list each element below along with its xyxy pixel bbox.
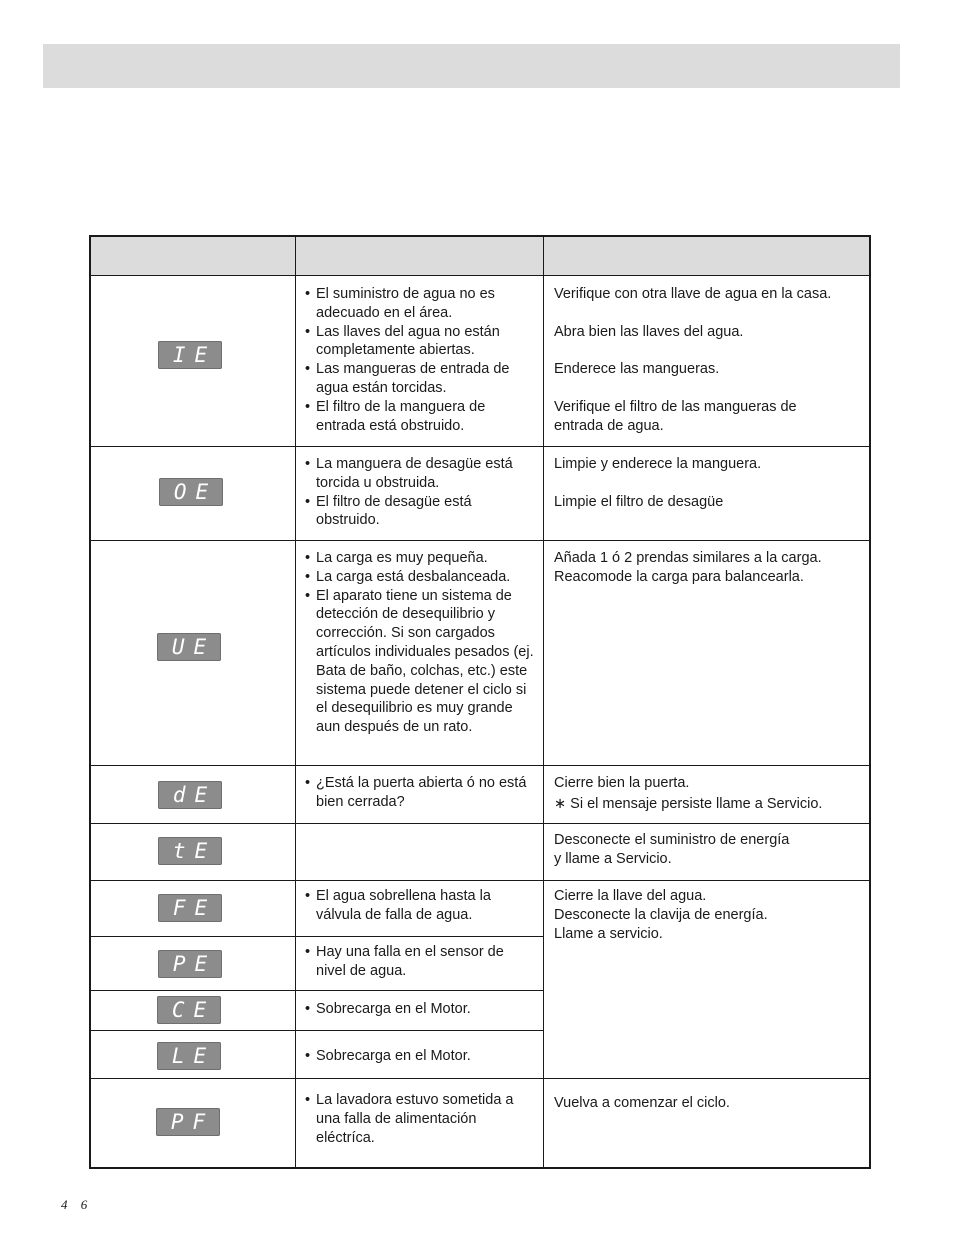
- row-divider: [91, 1078, 869, 1079]
- lcd-code-display: LE: [157, 1042, 221, 1070]
- lcd-code-display: PF: [156, 1108, 220, 1136]
- row-divider: [91, 880, 869, 881]
- solution-text: Añada 1 ó 2 prendas similares a la carga.: [554, 550, 822, 566]
- solution-text: Desconecte la clavija de energía.: [554, 906, 768, 923]
- causes-list: [305, 455, 531, 530]
- lcd-code-display: PE: [158, 950, 222, 978]
- lcd-code-display: CE: [157, 996, 221, 1024]
- solution-text: Limpie el filtro de desagüe: [554, 493, 724, 510]
- column-divider-1: [295, 237, 296, 1167]
- causes-list: [305, 1091, 537, 1147]
- solutions-block: [554, 285, 864, 435]
- cause-item: • ¿Está la puerta abierta ó no está bien cerrada?: [305, 774, 531, 812]
- row-divider: [91, 540, 869, 541]
- solution-text: Cierre bien la puerta.: [554, 775, 690, 791]
- row-divider: [91, 823, 869, 824]
- causes-list: [305, 774, 531, 812]
- solution-text: Vuelva a comenzar el ciclo.: [554, 1095, 730, 1111]
- table-header: [91, 237, 869, 276]
- cause-item: • La manguera de desagüe está torcida u obstruida.: [305, 455, 531, 493]
- causes-list: [305, 285, 537, 435]
- solution-text: Enderece las mangueras.: [554, 361, 720, 378]
- solution-text: Llame a servicio.: [554, 925, 663, 942]
- solutions-block: [554, 455, 864, 511]
- causes-list: [305, 943, 531, 981]
- solution-text: Abra bien las llaves del agua.: [554, 323, 744, 340]
- row-divider: [91, 1030, 543, 1031]
- cause-item: • El filtro de desagüe está obstruido.: [305, 493, 531, 531]
- column-divider-2: [543, 237, 544, 1167]
- solutions-block: [554, 887, 864, 943]
- solutions-block: [554, 774, 869, 814]
- row-divider: [91, 990, 543, 991]
- cause-item: • Hay una falla en el sensor de nivel de agua.: [305, 943, 531, 981]
- lcd-code-display: tE: [158, 837, 222, 865]
- solutions-block: [554, 1094, 864, 1113]
- cause-item: • La lavadora estuvo sometida a una falla de alimentación eléctríca.: [305, 1091, 537, 1147]
- lcd-code-display: IE: [158, 341, 222, 369]
- cause-item: • El filtro de la manguera de entrada está obstruido.: [305, 398, 537, 436]
- lcd-code-display: dE: [158, 781, 222, 809]
- cause-item: • El agua sobrellena hasta la válvula de falla de agua.: [305, 887, 531, 925]
- causes-list: [305, 1000, 531, 1019]
- cause-item: • Las llaves del agua no están completamente abiertas.: [305, 323, 537, 361]
- solution-text: Verifique el filtro de las mangueras de entrada de agua.: [554, 398, 797, 434]
- cause-item: • El suministro de agua no es adecuado en el área.: [305, 285, 537, 323]
- causes-list: [305, 549, 537, 737]
- cause-item: • La carga es muy pequeña.: [305, 549, 537, 568]
- lcd-code-display: UE: [157, 633, 221, 661]
- solution-text: ∗ Si el mensaje persiste llame a Servicio.: [554, 795, 823, 812]
- cause-item: • Las mangueras de entrada de agua están torcidas.: [305, 360, 537, 398]
- solutions-block: [554, 831, 864, 869]
- solution-text: Verifique con otra llave de agua en la casa.: [554, 286, 832, 302]
- header-bar: [43, 44, 900, 88]
- cause-item: • Sobrecarga en el Motor.: [305, 1047, 531, 1066]
- lcd-code-display: FE: [158, 894, 222, 922]
- row-divider: [91, 765, 869, 766]
- solutions-block: [554, 549, 864, 587]
- solution-text: Limpie y enderece la manguera.: [554, 456, 762, 472]
- lcd-code-display: OE: [159, 478, 223, 506]
- row-divider: [91, 446, 869, 447]
- cause-item: • La carga está desbalanceada.: [305, 568, 537, 587]
- page-number: 4 6: [61, 1197, 93, 1212]
- solution-text: Reacomode la carga para balancearla.: [554, 568, 804, 585]
- row-divider: [91, 936, 543, 937]
- solution-text: y llame a Servicio.: [554, 850, 672, 867]
- causes-list: [305, 887, 531, 925]
- solution-text: Cierre la llave del agua.: [554, 888, 707, 904]
- error-code-table: [89, 235, 871, 1169]
- causes-list: [305, 1047, 531, 1066]
- cause-item: • El aparato tiene un sistema de detección de desequilibrio y corrección. Si son cargados artículos individuales pesados (ej. Bata de baño, colchas, etc.) este sistema puede detener el ciclo si el desequilibrio es muy grande aun después de un rato.: [305, 587, 537, 737]
- cause-item: • Sobrecarga en el Motor.: [305, 1000, 531, 1019]
- solution-text: Desconecte el suministro de energía: [554, 832, 790, 848]
